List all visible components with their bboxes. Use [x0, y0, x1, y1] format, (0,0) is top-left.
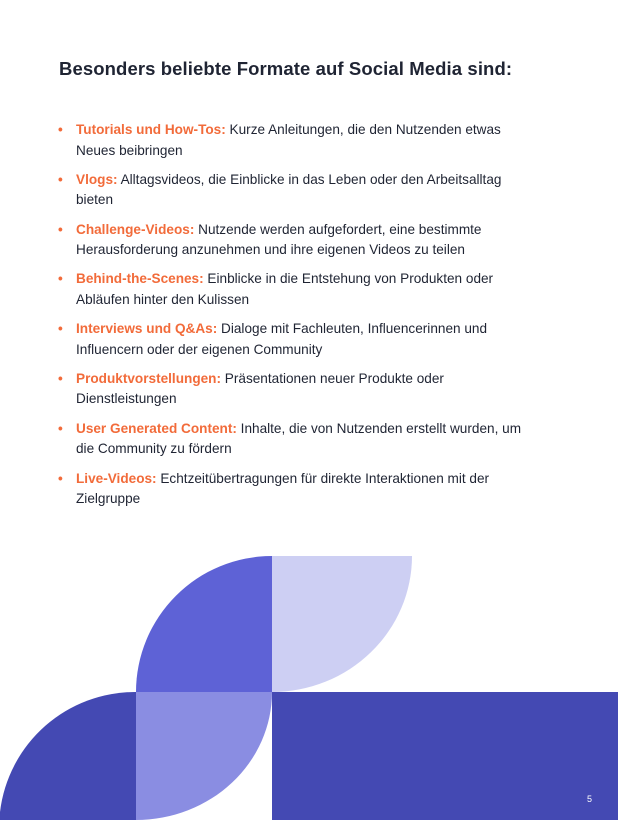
item-text: Dialoge mit Fachleuten, Influencerinnen und Influencern oder der eigenen Community [76, 321, 488, 357]
item-term: Produktvorstellungen: [76, 370, 222, 386]
item-text: Präsentationen neuer Produkte oder Dienstleistungen [76, 370, 444, 407]
item-term: Interviews und Q&As: [76, 321, 218, 337]
page-number: 5 [586, 794, 592, 804]
bullet-icon: • [58, 122, 63, 137]
item-text: Alltagsvideos, die Einblicke in das Leben oder den Arbeitsalltag bieten [76, 171, 502, 208]
item-text: Echtzeitübertragungen für direkte Interaktionen mit der Zielgruppe [76, 470, 490, 507]
item-term: Vlogs: [76, 171, 118, 187]
mid-quarter-shape [136, 556, 272, 692]
item-term: Challenge-Videos: [76, 221, 195, 237]
bullet-icon: • [58, 221, 63, 237]
item-text: Inhalte, die von Nutzenden erstellt wurden, um die Community zu fördern [76, 420, 522, 457]
item-text: Nutzende werden aufgefordert, eine bestimmte Herausforderung anzunehmen und ihre eigenen Videos zu teilen [76, 221, 482, 258]
light-leaf-shape [136, 692, 272, 820]
item-term: User Generated Content: [76, 420, 237, 436]
bullet-icon: • [58, 470, 63, 486]
pale-leaf-shape [272, 556, 412, 692]
bullet-icon: • [58, 171, 63, 187]
bullet-icon: • [58, 321, 63, 337]
item-term: Behind-the-Scenes: [76, 271, 204, 287]
dark-quarter-shape [0, 692, 136, 820]
item-text: Kurze Anleitungen, die den Nutzenden etwas Neues beibringen [76, 122, 501, 158]
page-heading: Besonders beliebte Formate auf Social Media sind: [59, 58, 513, 79]
item-term: Tutorials und How-Tos: [76, 122, 226, 137]
item-text: Einblicke in die Entstehung von Produkten oder Abläufen hinter den Kulissen [76, 271, 494, 307]
dark-band-shape [272, 692, 618, 820]
item-term: Live-Videos: [76, 470, 157, 486]
bullet-icon: • [58, 420, 63, 436]
bullet-icon: • [58, 271, 63, 287]
bullet-icon: • [58, 370, 63, 386]
